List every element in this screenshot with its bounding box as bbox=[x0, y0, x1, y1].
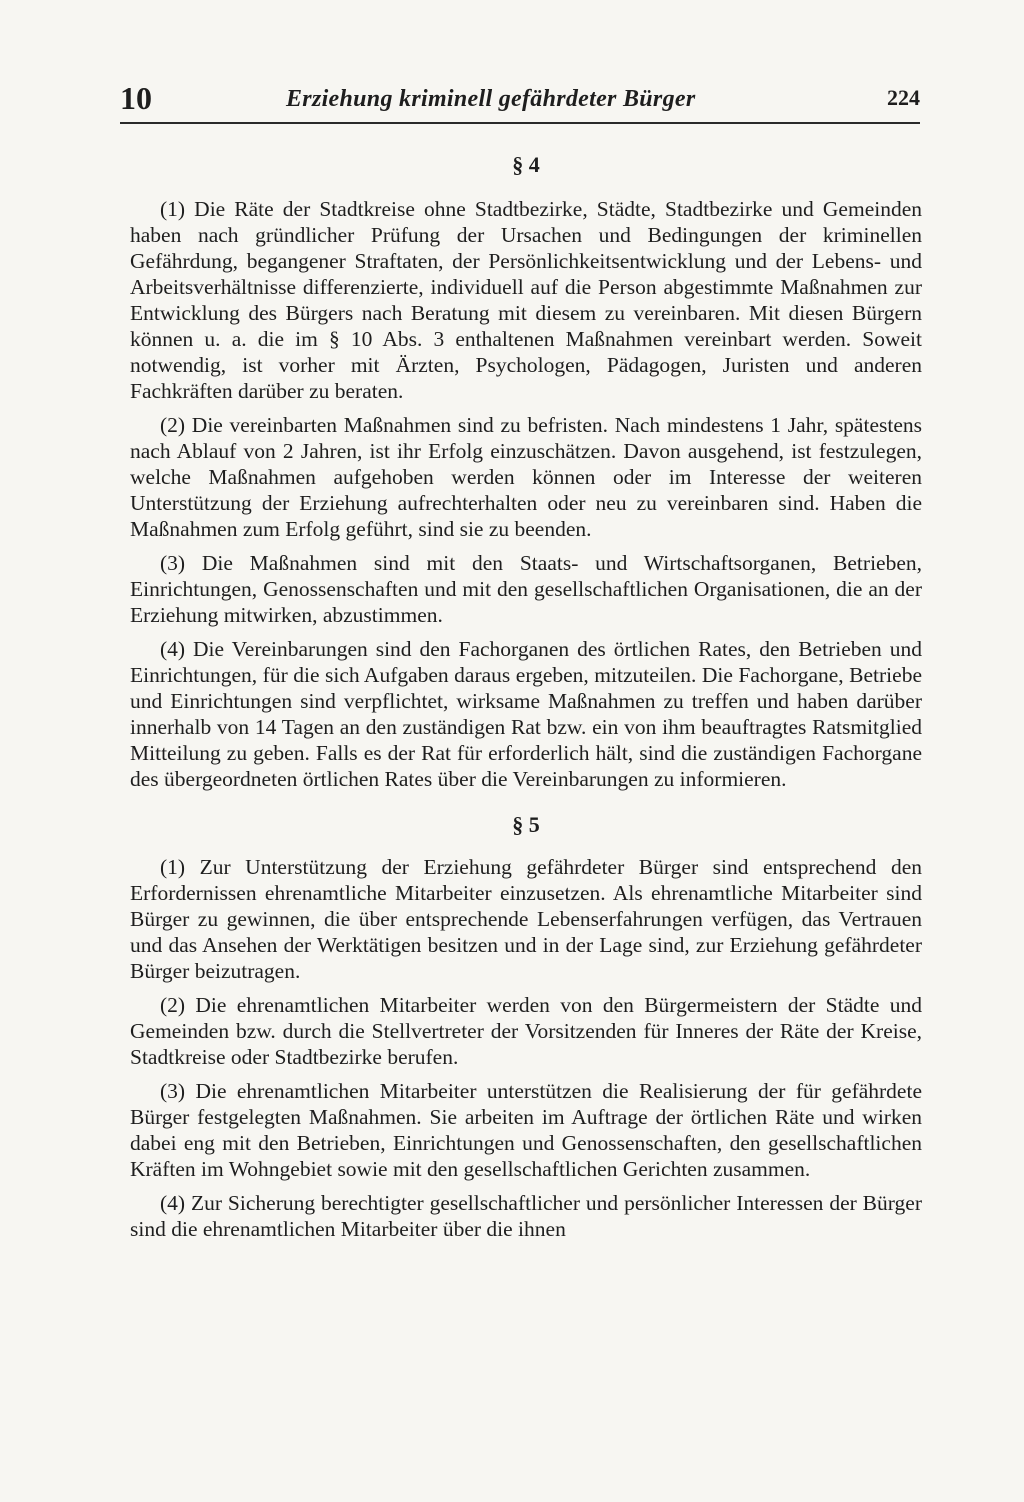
paragraph: (4) Zur Sicherung berechtigter gesellschaftlicher und persönlicher Interessen der Bürger sind die ehrenamtlichen Mitarbeiter über die ihnen bbox=[130, 1191, 922, 1241]
paragraph: (3) Die ehrenamtlichen Mitarbeiter unterstützen die Realisierung der für gefährdete Bürger festgelegten Maßnahmen. Sie arbeiten im Auftrage der örtlichen Räte und wirken dabei eng mit den Betrieben, Einrichtungen und Genossenschaften, den gesellschaftlichen Kräften im Wohngebiet sowie mit den gesellschaftlichen Gerichten zusammen. bbox=[130, 1079, 922, 1181]
section-heading: § 4 bbox=[512, 152, 540, 177]
paragraph: (1) Zur Unterstützung der Erziehung gefährdeter Bürger sind entsprechend den Erfordernissen ehrenamtliche Mitarbeiter einzusetzen. Als ehrenamtliche Mitarbeiter sind Bürger zu gewinnen, die über entsprechende Lebenserfahrungen verfügen, das Vertrauen und das Ansehen der Werktätigen besitzen und in der Lage sind, zur Erziehung gefährdeter Bürger beizutragen. bbox=[130, 855, 922, 983]
section-heading: § 5 bbox=[512, 812, 540, 837]
paragraph: (2) Die ehrenamtlichen Mitarbeiter werden von den Bürgermeistern der Städte und Gemeinden bzw. durch die Stellvertreter der Vorsitzenden für Inneres der Räte der Kreise, Stadtkreise oder Stadtbezirke berufen. bbox=[130, 993, 922, 1069]
paragraph: (1) Die Räte der Stadtkreise ohne Stadtbezirke, Städte, Stadtbezirke und Gemeinden haben nach gründlicher Prüfung der Ursachen und Bedingungen der kriminellen Gefährdung, begangener Straftaten, der Persönlichkeitsentwicklung und der Lebens- und Arbeitsverhältnisse differenzierte, individuell auf die Person abgestimmte Maßnahmen zur Entwicklung des Bürgers nach Beratung mit diesem zu vereinbaren. Mit diesen Bürgern können u. a. die im § 10 Abs. 3 enthaltenen Maßnahmen vereinbart werden. Soweit notwendig, ist vorher mit Ärzten, Psychologen, Pädagogen, Juristen und anderen Fachkräften darüber zu beraten. bbox=[130, 197, 922, 403]
running-title: Erziehung kriminell gefährdeter Bürger bbox=[286, 86, 696, 112]
section-4 bbox=[130, 150, 922, 792]
paragraph: (2) Die vereinbarten Maßnahmen sind zu befristen. Nach mindestens 1 Jahr, spätestens nach Ablauf von 2 Jahren, ist ihr Erfolg einzuschätzen. Davon ausgehend, ist festzulegen, welche Maßnahmen aufgehoben werden können oder im Interesse der weiteren Unterstützung der Erziehung aufrechterhalten oder neu zu vereinbaren sind. Haben die Maßnahmen zum Erfolg geführt, sind sie zu beenden. bbox=[130, 413, 922, 541]
page-body bbox=[130, 150, 922, 1250]
chapter-number: 10 bbox=[120, 80, 152, 116]
section-5 bbox=[130, 810, 922, 1242]
paragraph: (4) Die Vereinbarungen sind den Fachorganen des örtlichen Rates, den Betrieben und Einrichtungen, für die sich Aufgaben daraus ergeben, mitzuteilen. Die Fachorgane, Betriebe und Einrichtungen sind verpflichtet, wirksame Maßnahmen zu treffen und haben darüber innerhalb von 14 Tagen an den zuständigen Rat bzw. ein von ihm beauftragtes Ratsmitglied Mitteilung zu geben. Falls es der Rat für erforderlich hält, sind die zuständigen Fachorgane des übergeordneten örtlichen Rates über die Vereinbarungen zu informieren. bbox=[130, 637, 922, 791]
header-rule bbox=[120, 122, 920, 124]
page-header bbox=[120, 80, 920, 120]
page-number: 224 bbox=[887, 85, 920, 110]
paragraph: (3) Die Maßnahmen sind mit den Staats- und Wirtschaftsorganen, Betrieben, Einrichtungen, Genossenschaften und mit den gesellschaftlichen Organisationen, die an der Erziehung mitwirken, abzustimmen. bbox=[130, 551, 922, 627]
